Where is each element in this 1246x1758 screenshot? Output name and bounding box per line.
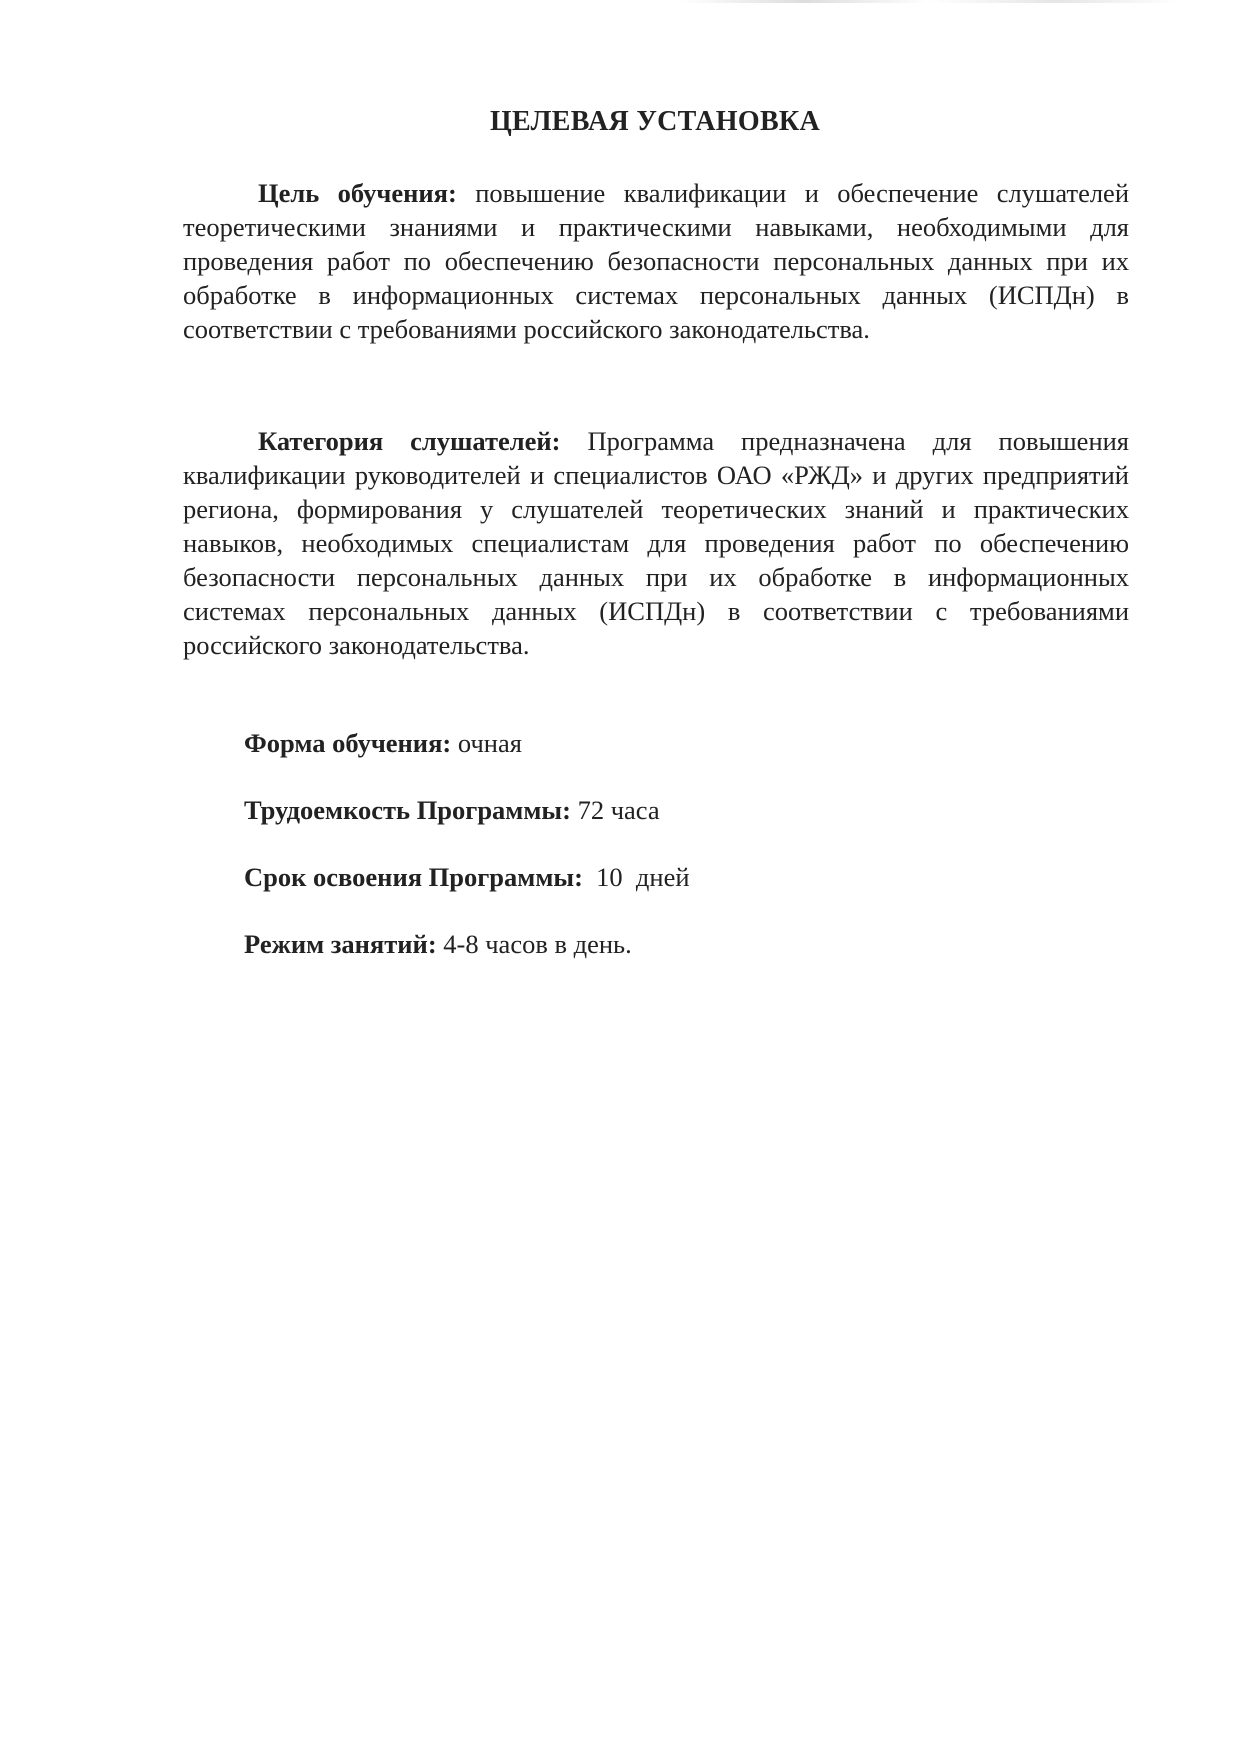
study-form (244, 728, 522, 759)
program-workload (244, 795, 660, 826)
audience-text: Программа предназначена для повышения квалификации руководителей и специалистов ОАО «РЖД» и других предприятий региона, формирования у слушателей теоретических знаний и практических навыков, необходимых специалистам для проведения работ по обеспечению безопасности персональных данных при их обработке в информационных системах персональных данных (ИСПДн) в соответствии с требованиями российского законодательства. (183, 426, 1129, 660)
program-workload-label: Трудоемкость Программы: (244, 795, 571, 825)
goal-text: повышение квалификации и обеспечение слушателей теоретическими знаниями и практическими навыками, необходимыми для проведения работ по обеспечению безопасности персональных данных при их обработке в информационных системах персональных данных (ИСПДн) в соответствии с требованиями российского законодательства. (183, 178, 1130, 344)
page-title: ЦЕЛЕВАЯ УСТАНОВКА (489, 106, 821, 137)
program-duration (244, 862, 690, 893)
audience-paragraph (183, 424, 1129, 662)
program-duration-label: Срок освоения Программы: (244, 862, 583, 892)
class-schedule-label: Режим занятий: (244, 929, 437, 959)
audience-label: Категория слушателей: (258, 426, 561, 456)
class-schedule (244, 929, 632, 960)
study-form-value: очная (451, 728, 522, 758)
program-duration-value: 10 дней (582, 862, 690, 892)
program-workload-value: 72 часа (570, 795, 660, 825)
goal-label: Цель обучения: (258, 178, 457, 208)
class-schedule-value: 4-8 часов в день. (436, 929, 632, 959)
goal-paragraph (183, 176, 1129, 346)
study-form-label: Форма обучения: (244, 728, 452, 758)
scan-artifact (680, 0, 1180, 3)
